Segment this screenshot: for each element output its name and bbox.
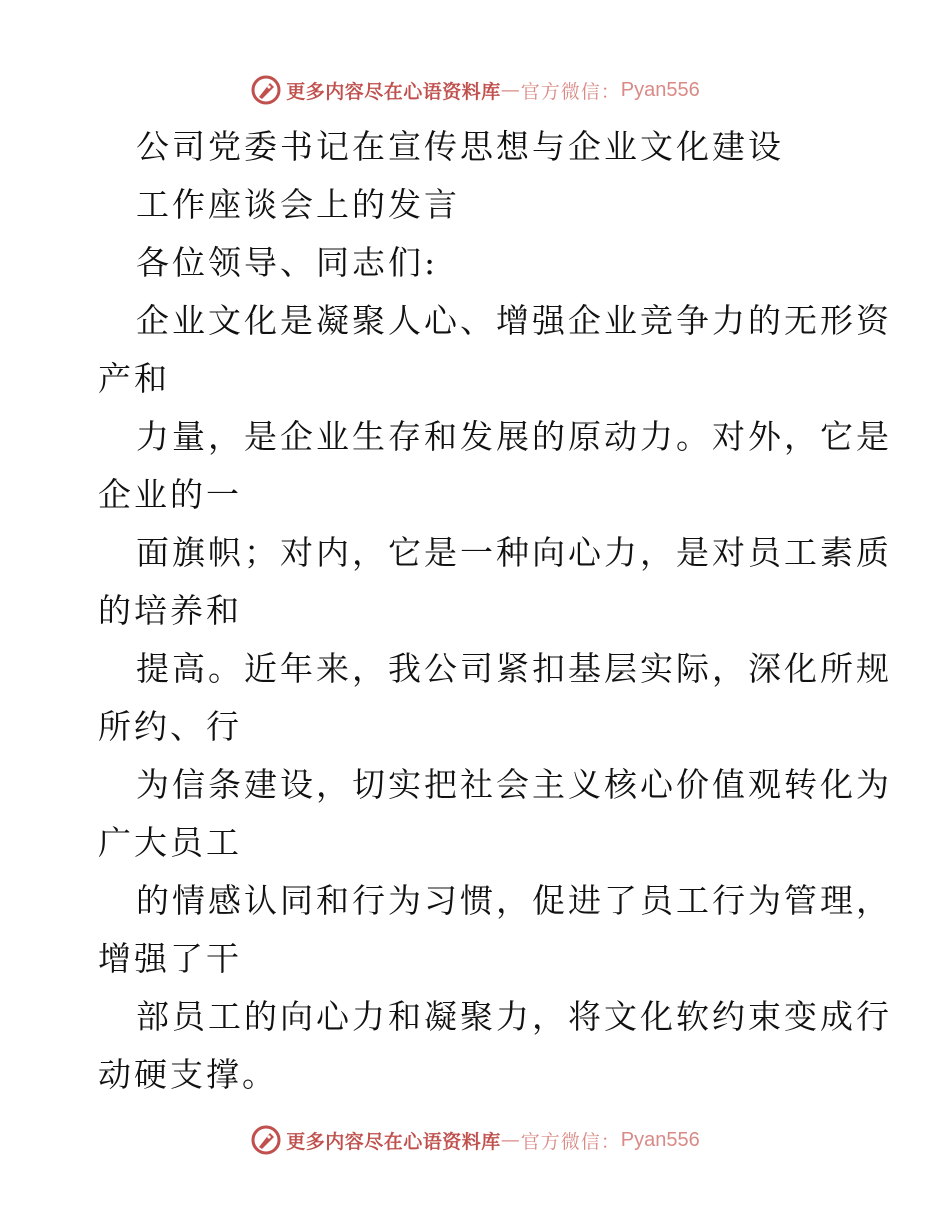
document-line: 面旗帜；对内，它是一种向心力，是对员工素质 <box>136 533 892 572</box>
document-line: 广大员工 <box>98 823 242 862</box>
document-line: 部员工的向心力和凝聚力，将文化软约束变成行 <box>136 997 892 1036</box>
document-line: 为信条建设，切实把社会主义核心价值观转化为 <box>136 765 892 804</box>
footer-banner <box>0 1120 950 1160</box>
document-line: 动硬支撑。 <box>98 1055 278 1094</box>
document-line: 工作座谈会上的发言 <box>136 185 460 224</box>
document-line: 的情感认同和行为习惯，促进了员工行为管理， <box>136 881 892 920</box>
document-line: 企业的一 <box>98 475 242 514</box>
pen-nib-circle-icon <box>250 1124 282 1156</box>
document-body <box>98 118 892 1104</box>
document-line: 力量，是企业生存和发展的原动力。对外，它是 <box>136 417 892 456</box>
document-line: 公司党委书记在宣传思想与企业文化建设 <box>136 127 784 166</box>
banner-dash: — <box>500 79 521 101</box>
document-line: 提高。近年来，我公司紧扣基层实际，深化所规 <box>136 649 892 688</box>
document-line: 的培养和 <box>98 591 242 630</box>
banner-dash: — <box>500 1129 521 1151</box>
banner-wechat-id: Pyan556 <box>620 78 700 101</box>
document-line: 产和 <box>98 359 170 398</box>
document-line: 企业文化是凝聚人心、增强企业竞争力的无形资 <box>136 301 892 340</box>
banner-text: 更多内容尽在心语资料库 <box>286 1130 501 1153</box>
banner-wechat-label: 官方微信： <box>520 80 621 103</box>
pen-nib-circle-icon <box>250 74 282 106</box>
document-line: 所约、行 <box>98 707 242 746</box>
banner-text: 更多内容尽在心语资料库 <box>286 80 501 103</box>
banner-wechat-id: Pyan556 <box>620 1128 700 1151</box>
banner-wechat-label: 官方微信： <box>520 1130 621 1153</box>
document-line: 增强了干 <box>98 939 242 978</box>
header-banner <box>0 70 950 110</box>
document-line: 各位领导、同志们: <box>136 243 439 282</box>
